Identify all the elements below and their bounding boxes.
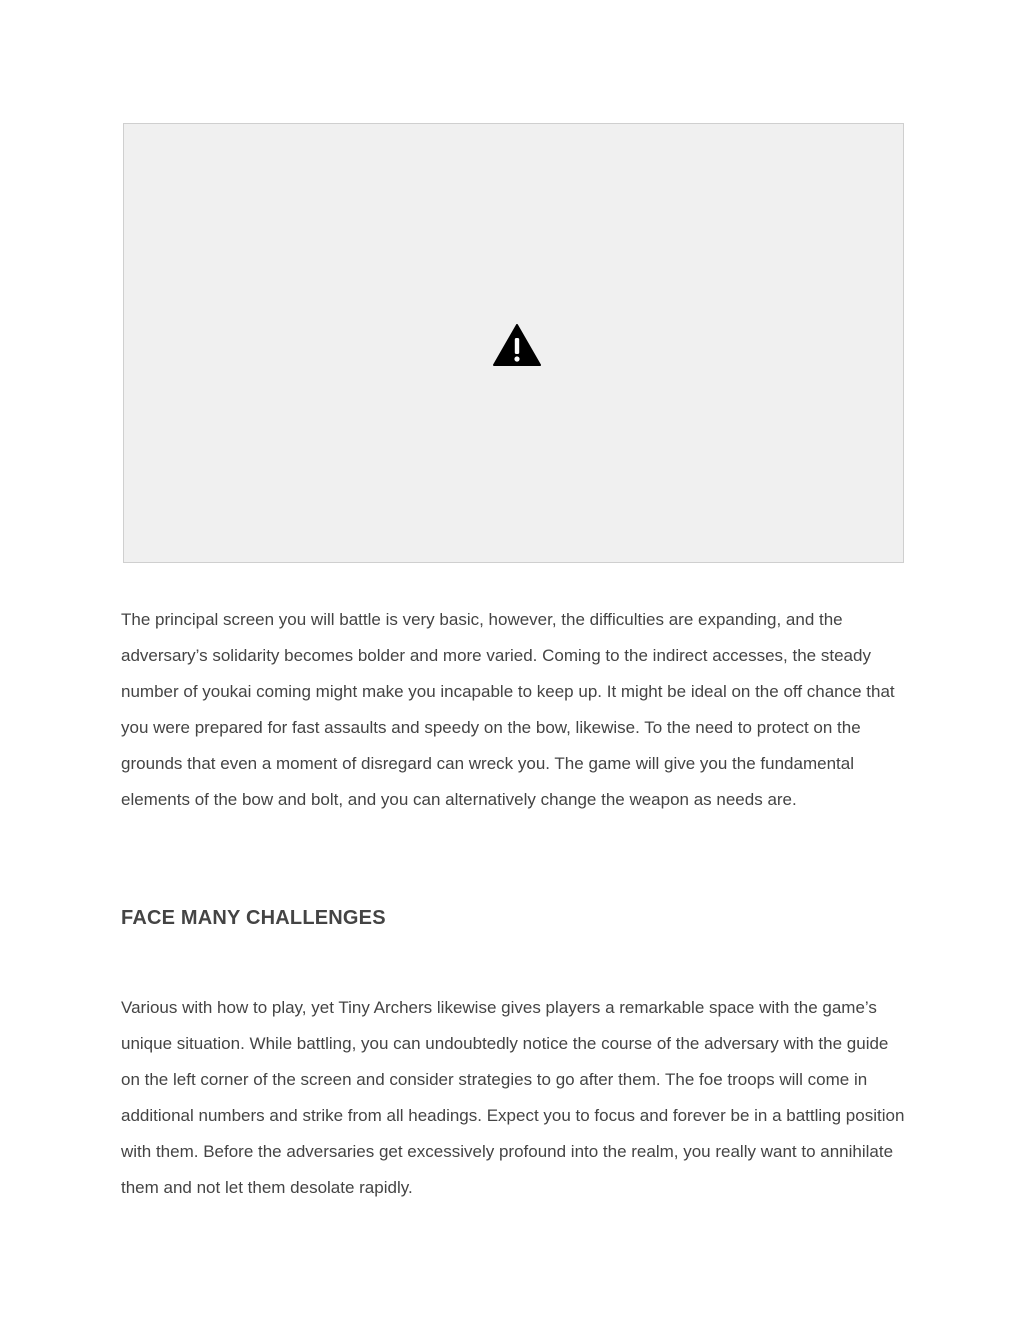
broken-image-placeholder [123, 123, 904, 563]
article-paragraph: Various with how to play, yet Tiny Archers likewise gives players a remarkable space with the game’s unique situation. While battling, you can undoubtedly notice the course of the adversary with the guide on the left corner of the screen and consider strategies to go after them. The foe troops will come in additional numbers and strike from all headings. Expect you to focus and forever be in a battling position with them. Before the adversaries get excessively profound into the realm, you really want to annihilate them and not let them desolate rapidly. [121, 998, 905, 1197]
section-heading: FACE MANY CHALLENGES [121, 907, 386, 929]
article-paragraph: The principal screen you will battle is very basic, however, the difficulties are expanding, and the adversary’s solidarity becomes bolder and more varied. Coming to the indirect accesses, the steady number of youkai coming might make you incapable to keep up. It might be ideal on the off chance that you were prepared for fast assaults and speedy on the bow, likewise. To the need to protect on the grounds that even a moment of disregard can wreck you. The game will give you the fundamental elements of the bow and bolt, and you can alternatively change the weapon as needs are. [121, 610, 895, 809]
warning-icon [493, 324, 541, 366]
